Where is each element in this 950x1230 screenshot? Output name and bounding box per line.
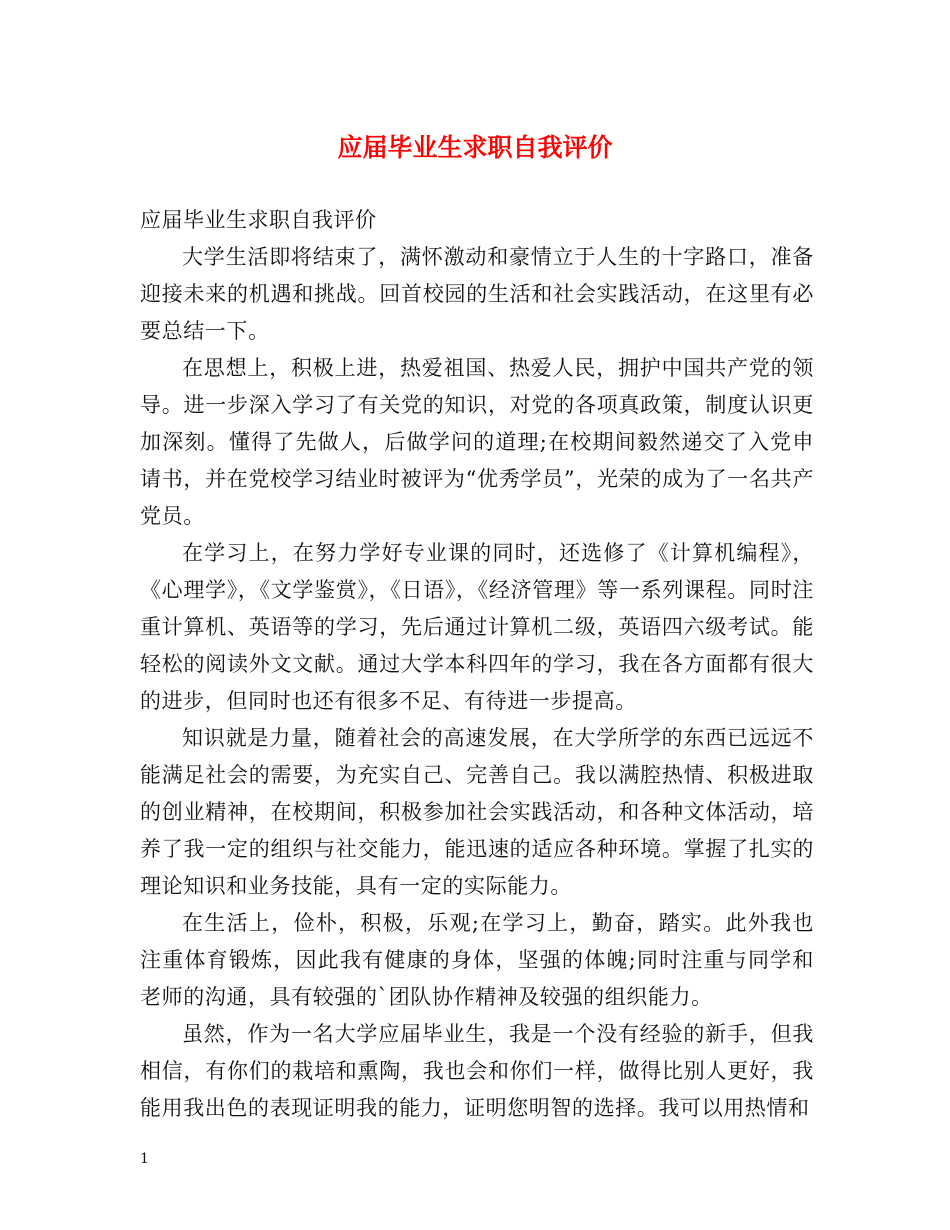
paragraph-life: 在生活上，俭朴，积极，乐观;在学习上，勤奋，踏实。此外我也注重体育锻炼，因此我有健康的身体，坚强的体魄;同时注重与同学和老师的沟通，具有较强的`团队协作精神及较强的组织能力。 [140,911,814,1009]
paragraph-knowledge: 知识就是力量，随着社会的高速发展，在大学所学的东西已远远不能满足社会的需要，为充实自己、完善自己。我以满腔热情、积极进取的创业精神，在校期间，积极参加社会实践活动，和各种文体活动，培养了我一定的组织与社交能力，能迅速的适应各种环境。掌握了扎实的理论知识和业务技能，具有一定的实际能力。 [140,726,814,898]
document-title: 应届毕业生求职自我评价 [337,133,613,162]
paragraph-ideology: 在思想上，积极上进，热爱祖国、热爱人民，拥护中国共产党的领导。进一步深入学习了有关党的知识，对党的各项真政策，制度认识更加深刻。懂得了先做人，后做学问的道理;在校期间毅然递交了入党申请书，并在党校学习结业时被评为“优秀学员”，光荣的成为了一名共产党员。 [140,356,814,528]
document-body [140,202,814,1127]
document-subtitle: 应届毕业生求职自我评价 [140,208,377,232]
page-number: 1 [140,1151,149,1167]
paragraph-study: 在学习上，在努力学好专业课的同时，还选修了《计算机编程》，《心理学》，《文学鉴赏》，《日语》，《经济管理》等一系列课程。同时注重计算机、英语等的学习，先后通过计算机二级，英语四六级考试。能轻松的阅读外文文献。通过大学本科四年的学习，我在各方面都有很大的进步，但同时也还有很多不足、有待进一步提高。 [140,541,814,713]
paragraph-conclusion: 虽然，作为一名大学应届毕业生，我是一个没有经验的新手，但我相信，有你们的栽培和熏陶，我也会和你们一样，做得比别人更好，我能用我出色的表现证明我的能力，证明您明智的选择。我可以用热情和 [140,1022,814,1120]
paragraph-intro: 大学生活即将结束了，满怀激动和豪情立于人生的十字路口，准备迎接未来的机遇和挑战。回首校园的生活和社会实践活动，在这里有必要总结一下。 [140,245,814,343]
